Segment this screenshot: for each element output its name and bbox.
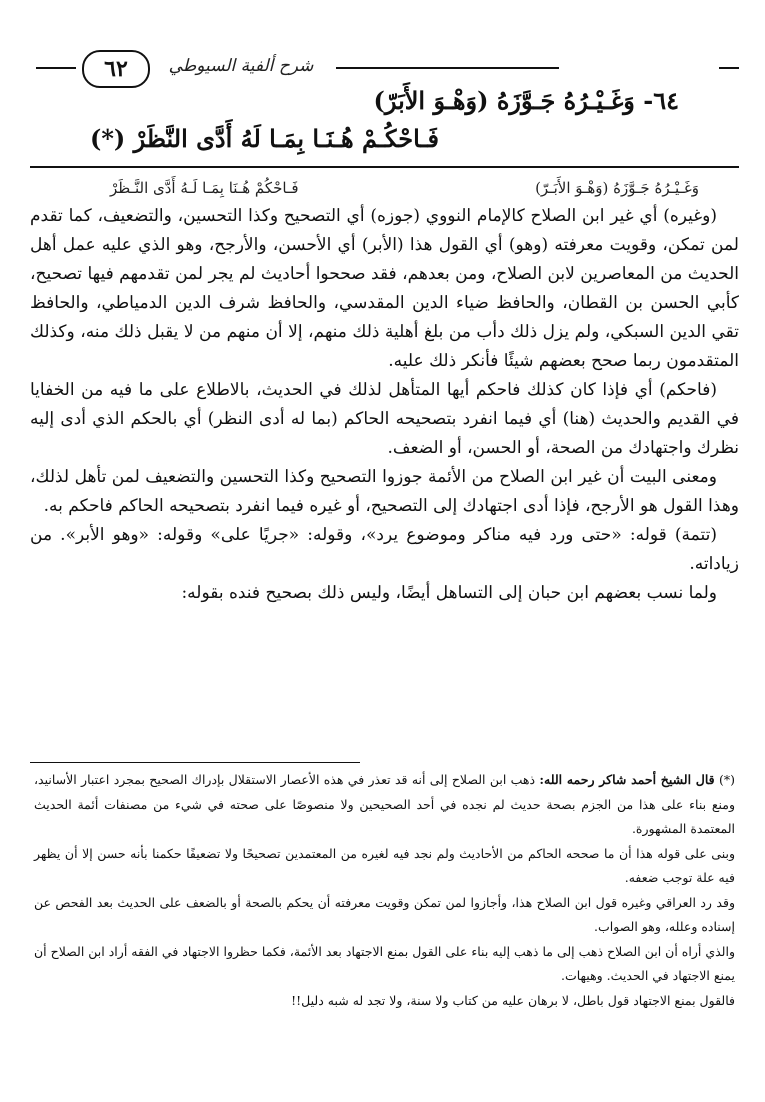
verse-repeat-right: وَغَـيْـرُهُ جَـوَّزَهُ (وَهْـوَ الأَبَـرّ) xyxy=(535,179,699,197)
footnote-item xyxy=(34,768,735,842)
footnote-text: ذهب ابن الصلاح إلى أنه قد تعذر في هذه الأعصار الاستقلال بإدراك الصحيح بمجرد اعتبار الأسانيد، ومنع بناء على هذا من الجزم بصحة حديث لم نجده في أحد الصحيحين ولا منصوصًا على صحته في شيء من مصنفات أئمة الحديث المعتمدة المشهورة. xyxy=(34,772,735,836)
verse-repeat xyxy=(30,174,739,202)
verse-second-hemistich: فَـاحْكُـمْ هُـنَـا بِمَـا لَهُ أَدَّى النَّظَرْ (*) xyxy=(90,124,439,153)
footnote-text: والذي أراه أن ابن الصلاح ذهب إلى ما ذهب إليه بناء على القول بمنع الاجتهاد بعد الأئمة، فكما حظروا الاجتهاد في الفقه أراد ابن الصلاح أن يمنع الاجتهاد في الحديث. وهيهات. xyxy=(34,943,735,983)
book-title: شرح ألفية السيوطي xyxy=(168,56,314,76)
footnote-marker: (*) xyxy=(718,772,735,787)
commentary-paragraph: (فاحكم) أي فإذا كان كذلك فاحكم أيها المتأهل لذلك في الحديث، بالاطلاع على ما فيه من الخفايا في القديم والحديث (هنا) أي فيما انفرد بتصحيحه الحاكم (بما له أدى النظر) أي بالحكم الذي أدى إليه نظرك واجتهادك من الصحة، أو الحسن، أو الضعف. xyxy=(30,380,739,458)
commentary-paragraph: ومعنى البيت أن غير ابن الصلاح من الأئمة جوزوا التصحيح وكذا التحسين والتضعيف لمن تأهل لذلك، وهذا القول هو الأرجح، فإذا أدى اجتهادك إلى التصحيح، أو غيره فيما انفرد بتصحيحه الحاكم فاحكم به. xyxy=(30,467,739,516)
footnote-text: وبنى على قوله هذا أن ما صححه الحاكم من الأحاديث ولم نجد فيه لغيره من المعتمدين تصحيحًا ولا تضعيفًا حكمنا بأنه حسن إلا أن يظهر فيه علة توجب ضعفه. xyxy=(34,845,735,885)
footnotes xyxy=(34,768,735,1013)
header-rule-middle xyxy=(336,67,559,69)
page-number: ٦٢ xyxy=(82,50,150,88)
commentary-paragraph: ولما نسب بعضهم ابن حبان إلى التساهل أيضًا، وليس ذلك بصحيح فنده بقوله: xyxy=(181,583,717,603)
commentary-paragraph: (وغيره) أي غير ابن الصلاح كالإمام النووي (جوزه) أي التصحيح وكذا التحسين، والتضعيف، كما تقدم لمن تمكن، وقويت معرفته (وهو) أي القول هذا (الأبر) أي الأحسن، والأرجح، وهو الذي عليه عمل أهل الحديث من المعاصرين لابن الصلاح، ومن بعدهم، فقد صححوا أحاديث لم يجر لمن تقدمهم فيها تصحيح، كأبي الحسن بن القطان، والحافظ ضياء الدين المقدسي، والحافظ شرف الدين الدمياطي، والحافظ تقي الدين السبكي، ولم يزل ذلك دأب من بلغ أهلية ذلك منهم، إلا أن منهم من لا يقبل ذلك منه، وكذلك المتقدمون ربما صحح بعضهم شيئًا فأنكر ذلك عليه. xyxy=(30,206,739,371)
verse-divider xyxy=(30,166,739,168)
commentary-paragraph: (تتمة) قوله: «حتى ورد فيه مناكر وموضوع يرد»، وقوله: «جريًا على» وقوله: «وهو الأبر». من زياداته. xyxy=(30,525,739,574)
verse-repeat-left: فَـاحْكُمْ هُـنَا بِمَـا لَـهُ أَدَّى النَّـظَرْ xyxy=(110,179,299,197)
header-rule-left xyxy=(36,67,76,69)
footnote-author: قال الشيخ أحمد شاكر رحمه الله: xyxy=(539,772,715,787)
verse-first-hemistich: ٦٤- وَغَـيْـرُهُ جَـوَّزَهُ (وَهْـوَ الأَبَرّ) xyxy=(373,86,679,115)
footnote-divider xyxy=(30,762,360,763)
header-rule-right xyxy=(719,67,739,69)
header-ornament xyxy=(561,52,711,80)
footnote-text: فالقول بمنع الاجتهاد قول باطل، لا برهان عليه من كتاب ولا سنة، ولا تجد له شبه دليل!! xyxy=(291,992,735,1008)
commentary-body xyxy=(30,174,739,608)
footnote-text: وقد رد العراقي وغيره قول ابن الصلاح هذا، وأجازوا لمن تمكن وقويت معرفته أن يحكم بالصحة أو بالضعف على الحديث بعد الفحص عن إسناده وعلله، وهو الصواب. xyxy=(34,894,735,934)
page-header xyxy=(36,42,739,82)
